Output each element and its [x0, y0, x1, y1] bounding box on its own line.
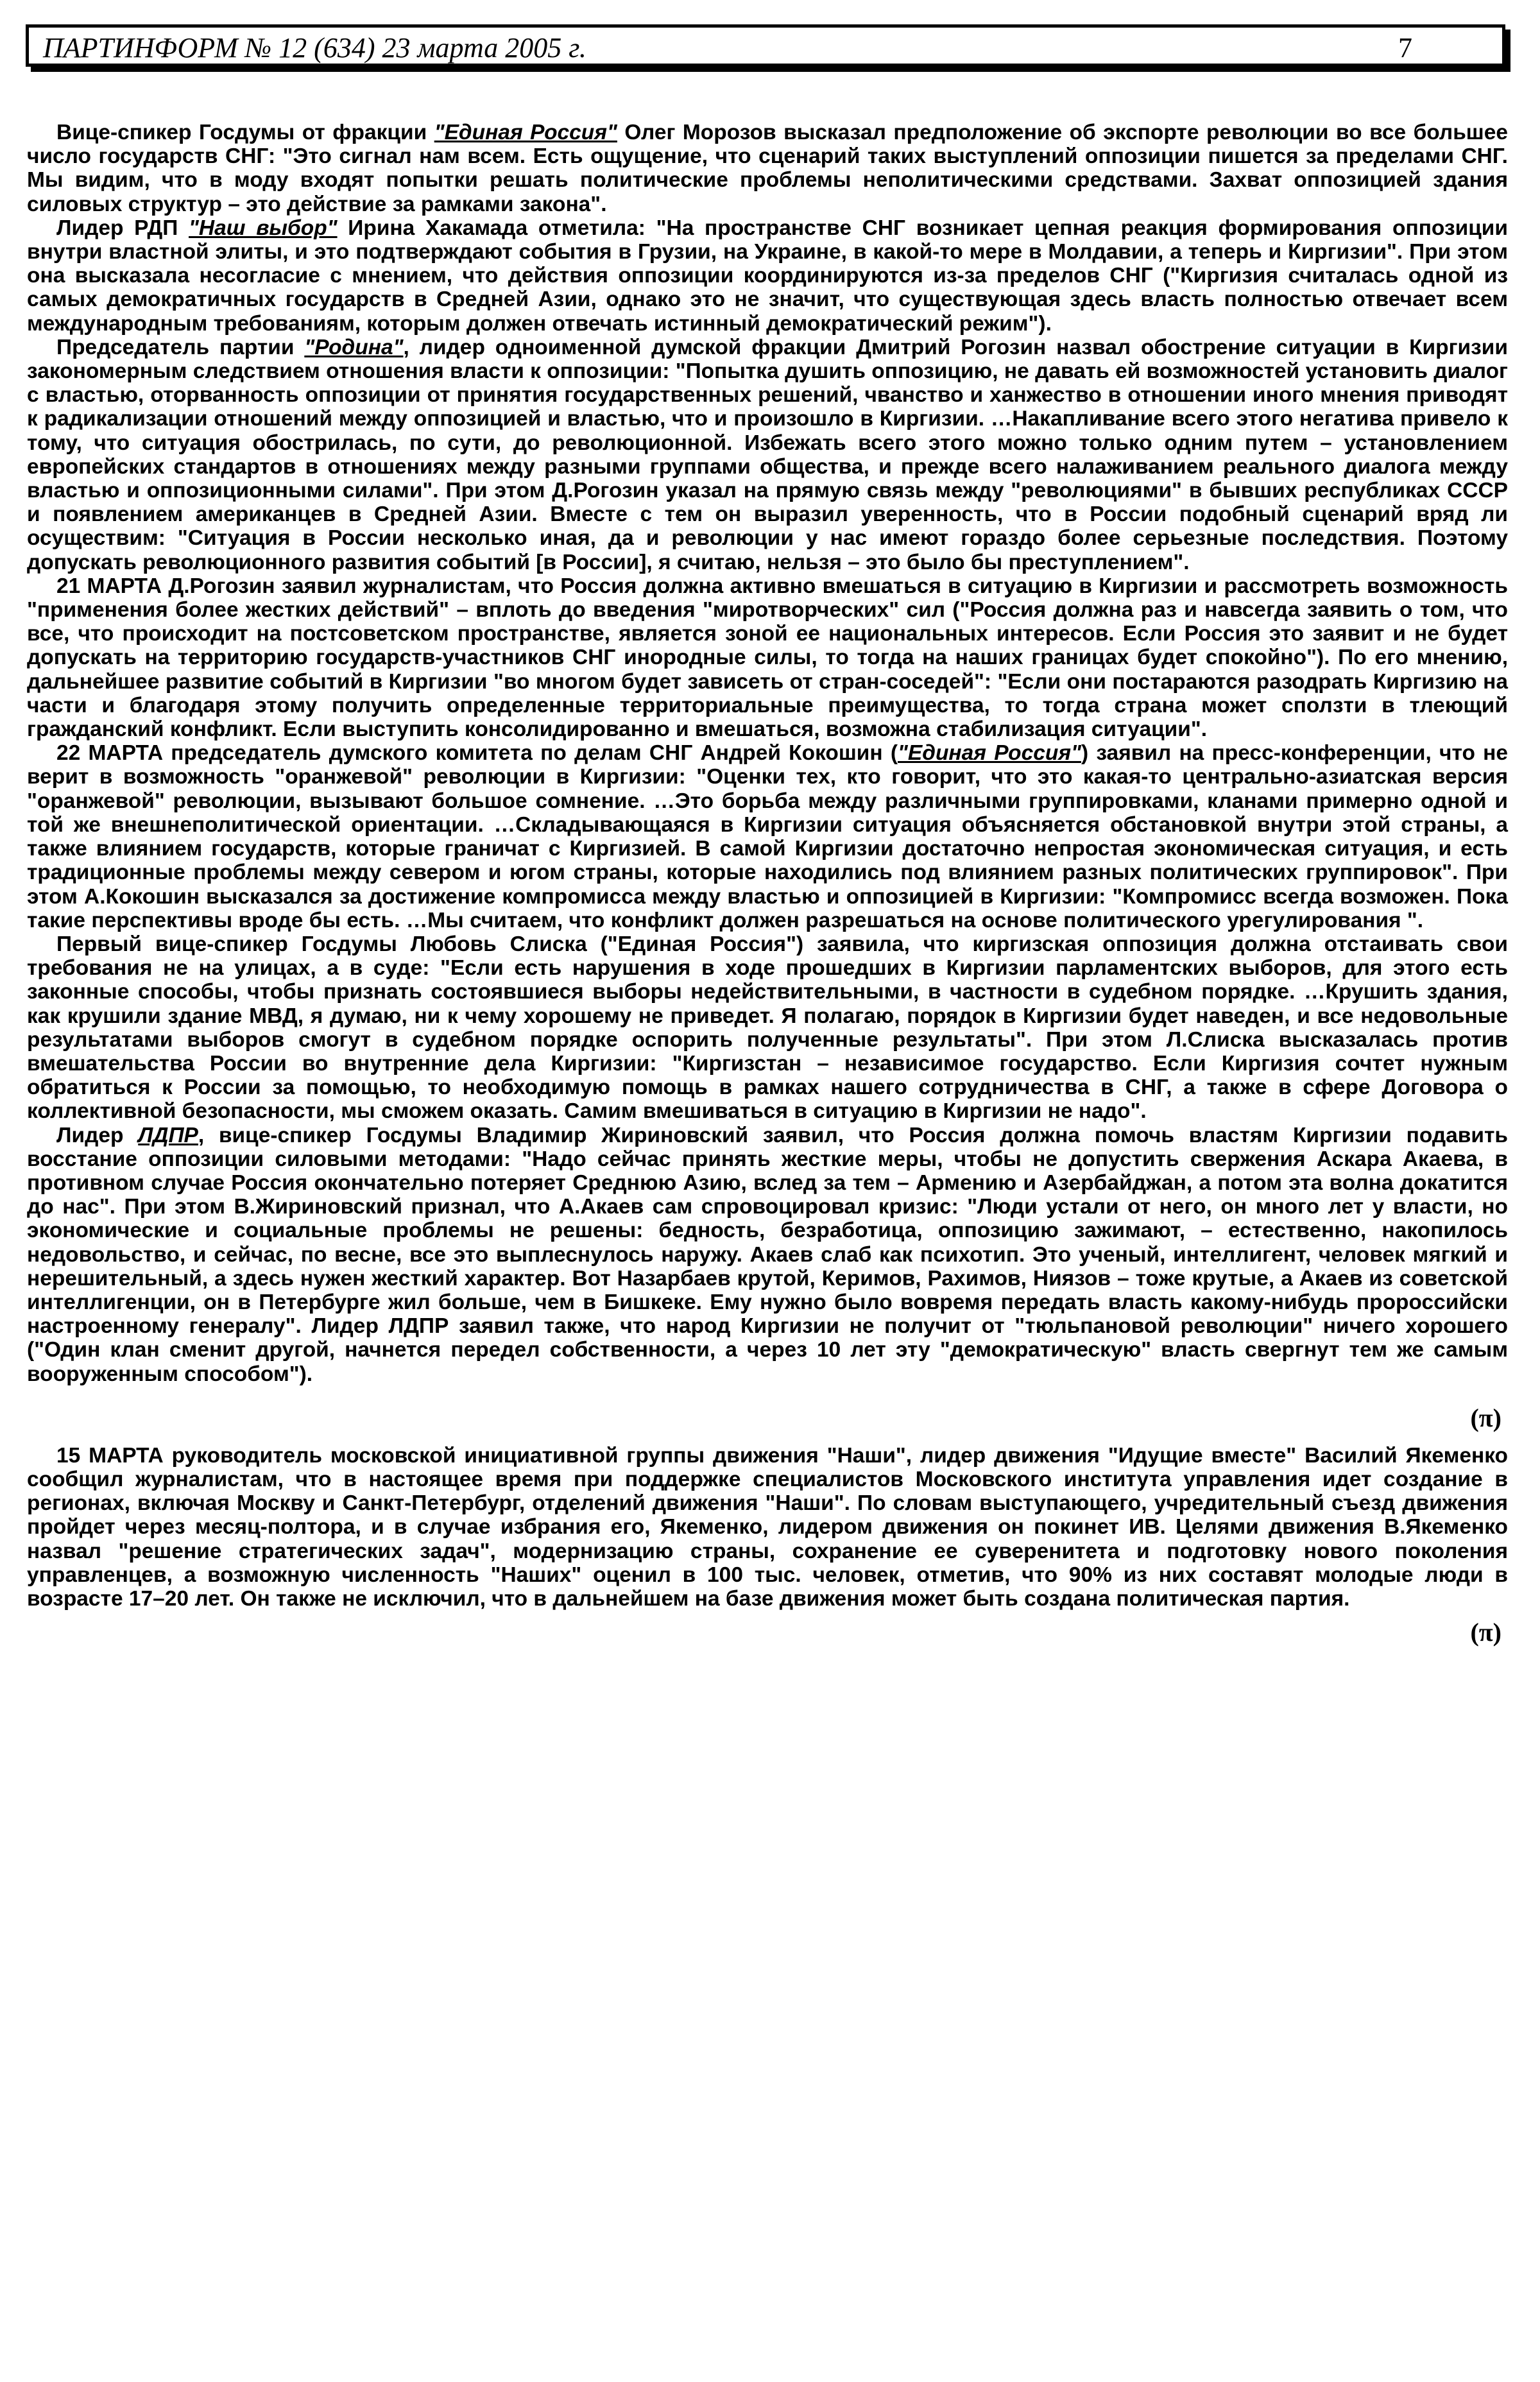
paragraph-text: , вице-спикер Госдумы Владимир Жириновский заявил, что Россия должна помочь властям Киргизии подавить восстание оппозиции силовыми методами: "Надо сейчас принять жесткие меры, чтобы не допустить свержения Аскара Акаева, в противном случае Россия окончательно потеряет Среднюю Азию, вслед за тем – Армению и Азербайджан, а потом эта волна докатится до нас". При этом В.Жириновский признал, что А.Акаев сам спровоцировал кризис: "Люди устали от него, он много лет у власти, но экономические и социальные проблемы не решены: бедность, безработица, оппозицию зажимают, – естественно, накопилось недовольство, и сейчас, по весне, все это выплеснулось наружу. Акаев слаб как психотип. Это ученый, интеллигент, человек мягкий и нерешительный, а здесь нужен жесткий характер. Вот Назарбаев крутой, Керимов, Рахимов, Ниязов – тоже крутые, а Акаев из советской интеллигенции, он в Петербурге жил больше, чем в Бишкеке. Ему нужно было вовремя передать власть какому-нибудь пророссийски настроенному генералу". Лидер ЛДПР заявил также, что народ Киргизии не получит от "тюльпановой революции" ничего хорошего ("Один клан сменит другой, начнется передел собственности, а через 10 лет эту "демократическую" власть свергнут тем же самым вооруженным способом"). [27, 1123, 1508, 1386]
paragraph-text: Первый вице-спикер Госдумы Любовь Слиска ("Единая Россия") заявила, что киргизская оппозиция должна отстаивать свои требования не на улицах, а в суде: "Если есть нарушения в ходе прошедших в Киргизии парламентских выборов, для этого есть законные способы, чтобы признать состоявшиеся выборы недействительными, в частности в судебном порядке. …Крушить здания, как крушили здание МВД, я думаю, ни к чему хорошему не приведет. Я полагаю, порядок в Киргизии будет наведен, и все недовольные результатами выборов смогут в судебном порядке оспорить полученные результаты". При этом Л.Слиска высказалась против вмешательства России во внутренние дела Киргизии: "Киргизстан – независимое государство. Если Киргизия сочтет нужным обратиться к России за помощью, то необходимую помощь в рамках нашего сотрудничества в СНГ, а также в сфере Договора о коллективной безопасности, мы сможем оказать. Самим вмешиваться в ситуацию в Киргизии не надо". [27, 932, 1508, 1124]
paragraph-text: 21 МАРТА Д.Рогозин заявил журналистам, что Россия должна активно вмешаться в ситуацию в Киргизии и рассмотреть возможность "применения более жестких действий" – вплоть до введения "миротворческих" сил ("Россия должна раз и навсегда заявить о том, что все, что происходит на постсоветском пространстве, является зоной ее национальных интересов. Если Россия это заявит и не будет допускать на территорию государств-участников СНГ инородные силы, то тогда на наших границах будет спокойно"). По его мнению, дальнейшее развитие событий в Киргизии "во многом будет зависеть от стран-соседей": "Если они постараются разодрать Киргизию на части и благодаря этому получить определенные территориальные преимущества, то тогда страна может сползти в тлеющий гражданский конфликт. Если выступить консолидированно и вмешаться, возможна стабилизация ситуации". [27, 574, 1508, 742]
publication-title: ПАРТИНФОРМ № 12 (634) 23 марта 2005 г. [43, 32, 586, 64]
paragraph-morozov [27, 121, 1508, 216]
paragraph-text: ) заявил на пресс-конференции, что не верит в возможность "оранжевой" революции в Киргизии: "Оценки тех, кто говорит, что это какая-то центрально-азиатская версия "оранжевой" революции, вызывают большое сомнение. …Это борьба между различными группировками, кланами примерно одной и той же внешнеполитической ориентации. …Складывающаяся в Киргизии ситуация объясняется обстановкой внутри этой страны, а также влиянием государств, которые граничат с Киргизией. В самой Киргизии достаточно непростая экономическая ситуация, и есть традиционные проблемы между севером и югом страны, которые находились под влиянием разных политических группировок". При этом А.Кокошин высказался за достижение компромисса между властью и оппозицией в Киргизии: "Компромисс всегда возможен. Пока такие перспективы вроде бы есть. …Мы считаем, что конфликт должен разрешаться на основе политического урегулирования ". [27, 741, 1509, 932]
paragraph-nashi: 15 МАРТА руководитель московской инициативной группы движения "Наши", лидер движения "Идущие вместе" Василий Якеменко сообщил журналистам, что в настоящее время при поддержке специалистов Московского института управления идет создание в регионах, включая Москву и Санкт-Петербург, отделений движения "Наши". По словам выступающего, учредительный съезд движения пройдет через месяц-полтора, и в случае избрания его, Якеменко, лидером движения он покинет ИВ. Целями движения В.Якеменко назвал "решение стратегических задач", модернизацию страны, сохранение ее суверенитета и подготовку нового поколения управленцев, а возможную численность "Наших" оценил в 100 тыс. человек, отметив, что 90% из них составят молодые люди в возрасте 17–20 лет. Он также не исключил, что в дальнейшем на базе движения может быть создана политическая партия. [27, 1443, 1508, 1611]
source-mark: (π) [1470, 1403, 1502, 1432]
paragraph-text: Ирина Хакамада отметила: "На пространстве СНГ возникает цепная реакция формирования оппозиции внутри властной элиты, и это подтверждают события в Грузии, на Украине, в какой-то мере в Молдавии, а теперь и Киргизии". При этом она высказала несогласие с мнением, что действия оппозиции координируются из-за пределов СНГ ("Киргизия считалась одной из самых демократичных государств в Средней Азии, однако это не значит, что существующая здесь власть полностью отвечает всем международным требованиям, которым должен отвечать истинный демократический режим"). [27, 216, 1508, 336]
source-mark: (π) [1470, 1618, 1502, 1647]
paragraph-text: 22 МАРТА председатель думского комитета по делам СНГ Андрей Кокошин ( [56, 741, 898, 766]
party-link[interactable]: "Родина" [304, 335, 404, 359]
paragraph-text: Лидер РДП [56, 216, 189, 240]
paragraph-zhirinovsky [27, 1124, 1508, 1386]
paragraph-march-21 [27, 574, 1508, 741]
paragraph-text: Лидер [56, 1123, 139, 1147]
party-link[interactable]: "Наш выбор" [189, 216, 338, 240]
party-link[interactable]: ЛДПР [138, 1123, 198, 1147]
party-link[interactable]: "Единая Россия" [434, 121, 617, 144]
paragraph-rogozin [27, 336, 1508, 574]
paragraph-sliska [27, 932, 1508, 1124]
paragraph-text: Председатель партии [56, 335, 305, 359]
paragraph-text: Олег Морозов высказал предположение об экспорте революции во все большее число государств СНГ: "Это сигнал нам всем. Есть ощущение, что сценарий таких выступлений оппозиции пишется за пределами СНГ. Мы видим, что в моду входят попытки решать политические проблемы неполитическими средствами. Захват оппозицией здания силовых структур – это действие за рамками закона". [27, 121, 1508, 216]
page-number: 7 [1398, 32, 1412, 64]
article-body [27, 121, 1508, 1658]
page-header [26, 24, 1505, 67]
paragraph-text: Вице-спикер Госдумы от фракции [56, 121, 434, 144]
paragraph-text: , лидер одноименной думской фракции Дмитрий Рогозин назвал обострение ситуации в Киргизии закономерным следствием отношения власти к оппозиции: "Попытка душить оппозицию, не давать ей возможностей установить диалог с властью, оторванность оппозиции от принятия государственных решений, чванство и ханжество в отношении иного мнения приводят к радикализации отношений между оппозицией и властью, что и произошло в Киргизии. …Накапливание всего этого негатива привело к тому, что ситуация обострилась, по сути, до революционной. Избежать всего этого можно только одним путем – установлением европейских стандартов в отношениях между разными группами общества, и прежде всего налаживанием реального диалога между властью и оппозиционными силами". При этом Д.Рогозин указал на прямую связь между "революциями" в бывших республиках СССР и появлением американцев в Средней Азии. Вместе с тем он выразил уверенность, что в России подобный сценарий вряд ли осуществим: "Ситуация в России несколько иная, да и революции у нас имеют гораздо более серьезные последствия. Поэтому допускать революционного развития событий [в России], я считаю, нельзя – это было бы преступлением". [27, 335, 1508, 574]
paragraph-khakamada [27, 216, 1508, 336]
paragraph-march-22 [27, 741, 1508, 932]
party-link[interactable]: "Единая Россия" [898, 741, 1081, 766]
